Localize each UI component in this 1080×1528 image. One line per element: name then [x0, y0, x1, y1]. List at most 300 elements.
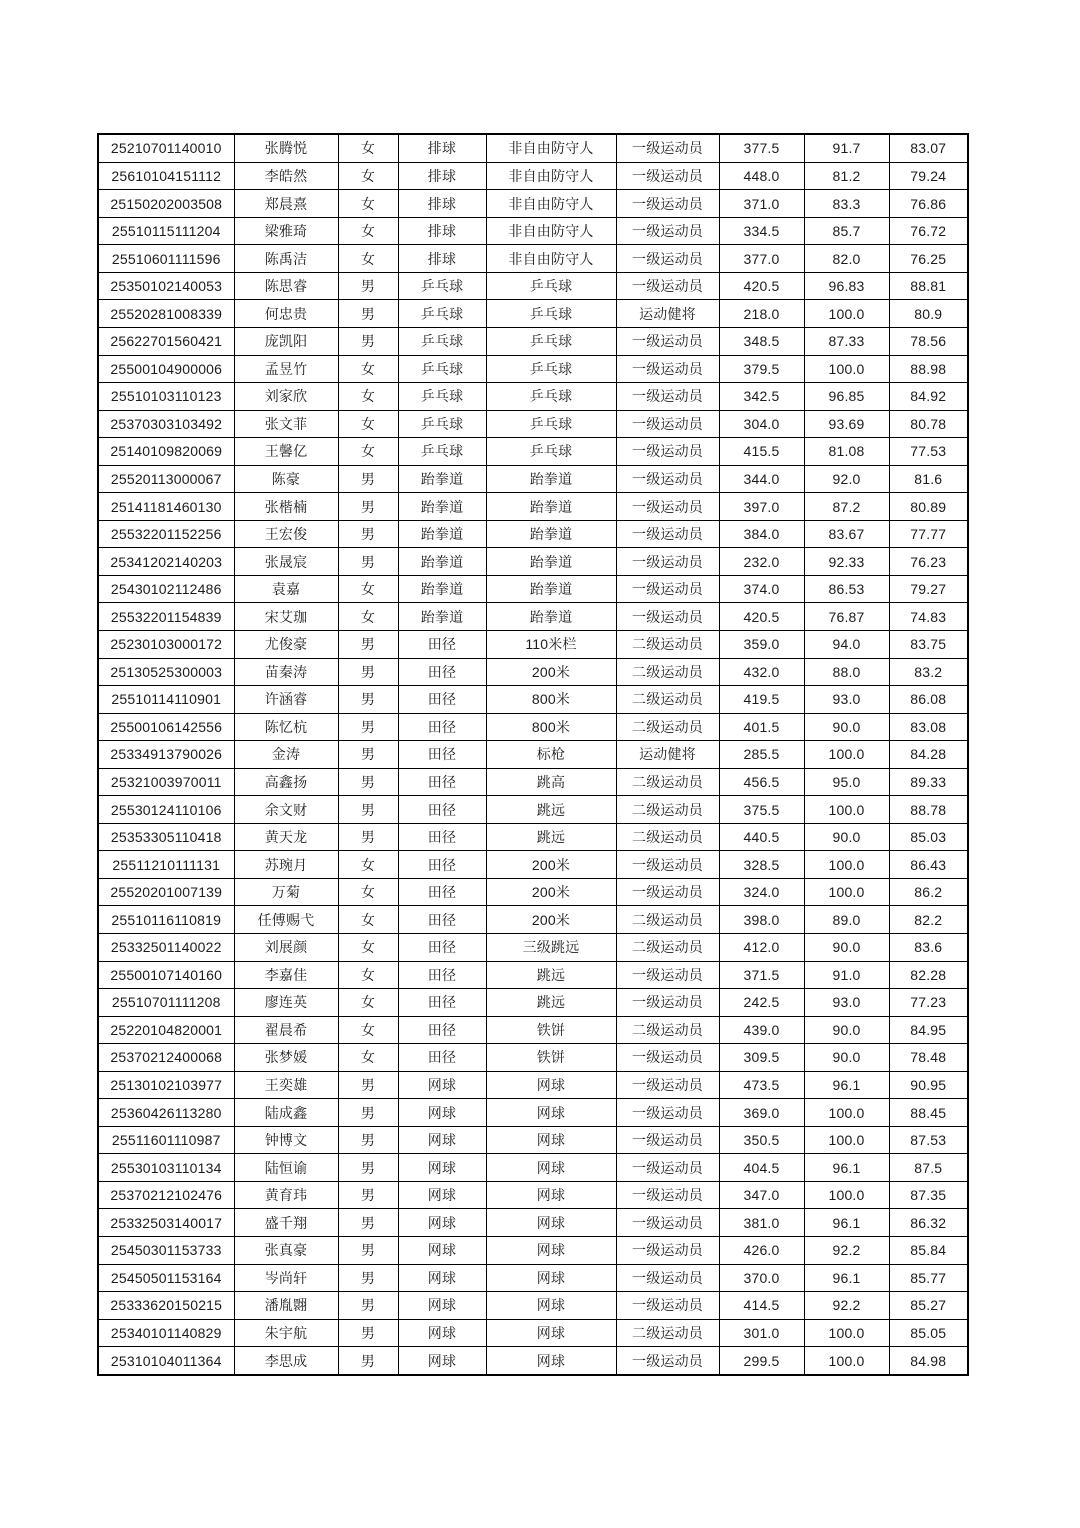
cell-final-score: 84.98	[889, 1347, 968, 1375]
table-row	[98, 355, 968, 383]
cell-sport: 排球	[398, 245, 486, 273]
cell-gender: 女	[338, 851, 398, 879]
cell-name: 陆恒谕	[234, 1154, 338, 1182]
cell-sport: 田径	[398, 658, 486, 686]
table-row	[98, 906, 968, 934]
cell-event: 跆拳道	[486, 575, 616, 603]
cell-candidate-id: 25341202140203	[98, 548, 234, 576]
cell-athlete-level: 一级运动员	[616, 272, 719, 300]
cell-athlete-level: 二级运动员	[616, 1016, 719, 1044]
cell-sport: 网球	[398, 1292, 486, 1320]
cell-name: 刘展颜	[234, 934, 338, 962]
cell-gender: 女	[338, 410, 398, 438]
cell-score-2: 82.0	[804, 245, 889, 273]
cell-gender: 女	[338, 575, 398, 603]
table-row	[98, 300, 968, 328]
cell-candidate-id: 25370212102476	[98, 1181, 234, 1209]
cell-score-1: 440.5	[719, 823, 804, 851]
cell-athlete-level: 一级运动员	[616, 438, 719, 466]
cell-candidate-id: 25230103000172	[98, 631, 234, 659]
cell-event: 标枪	[486, 741, 616, 769]
cell-final-score: 82.28	[889, 961, 968, 989]
cell-score-2: 76.87	[804, 603, 889, 631]
cell-athlete-level: 二级运动员	[616, 686, 719, 714]
cell-sport: 网球	[398, 1181, 486, 1209]
cell-name: 李皓然	[234, 162, 338, 190]
cell-score-1: 371.0	[719, 190, 804, 218]
cell-final-score: 83.07	[889, 134, 968, 162]
cell-name: 苗秦涛	[234, 658, 338, 686]
cell-athlete-level: 二级运动员	[616, 631, 719, 659]
cell-final-score: 84.28	[889, 741, 968, 769]
cell-candidate-id: 25310104011364	[98, 1347, 234, 1375]
cell-score-1: 456.5	[719, 768, 804, 796]
cell-candidate-id: 25370212400068	[98, 1044, 234, 1072]
cell-score-2: 86.53	[804, 575, 889, 603]
cell-event: 非自由防守人	[486, 162, 616, 190]
cell-name: 尤俊豪	[234, 631, 338, 659]
table-row	[98, 438, 968, 466]
table-row	[98, 1126, 968, 1154]
cell-candidate-id: 25220104820001	[98, 1016, 234, 1044]
cell-candidate-id: 25332503140017	[98, 1209, 234, 1237]
cell-score-2: 83.67	[804, 520, 889, 548]
cell-event: 200米	[486, 851, 616, 879]
cell-event: 乒乓球	[486, 300, 616, 328]
cell-athlete-level: 运动健将	[616, 300, 719, 328]
cell-gender: 男	[338, 796, 398, 824]
cell-event: 网球	[486, 1181, 616, 1209]
cell-final-score: 87.53	[889, 1126, 968, 1154]
cell-final-score: 86.08	[889, 686, 968, 714]
cell-event: 非自由防守人	[486, 134, 616, 162]
cell-score-1: 398.0	[719, 906, 804, 934]
cell-candidate-id: 25333620150215	[98, 1292, 234, 1320]
cell-event: 网球	[486, 1237, 616, 1265]
cell-candidate-id: 25510114110901	[98, 686, 234, 714]
cell-gender: 男	[338, 631, 398, 659]
cell-score-2: 83.3	[804, 190, 889, 218]
table-row	[98, 1292, 968, 1320]
cell-score-1: 242.5	[719, 989, 804, 1017]
cell-event: 乒乓球	[486, 383, 616, 411]
cell-final-score: 86.43	[889, 851, 968, 879]
cell-final-score: 76.72	[889, 217, 968, 245]
cell-score-1: 473.5	[719, 1071, 804, 1099]
cell-candidate-id: 25520281008339	[98, 300, 234, 328]
table-row	[98, 190, 968, 218]
cell-score-1: 419.5	[719, 686, 804, 714]
cell-final-score: 74.83	[889, 603, 968, 631]
cell-candidate-id: 25430102112486	[98, 575, 234, 603]
cell-sport: 田径	[398, 741, 486, 769]
cell-name: 刘家欣	[234, 383, 338, 411]
cell-sport: 田径	[398, 878, 486, 906]
cell-athlete-level: 二级运动员	[616, 768, 719, 796]
cell-event: 跆拳道	[486, 465, 616, 493]
cell-athlete-level: 一级运动员	[616, 851, 719, 879]
cell-athlete-level: 一级运动员	[616, 162, 719, 190]
cell-candidate-id: 25450301153733	[98, 1237, 234, 1265]
cell-gender: 男	[338, 741, 398, 769]
cell-name: 庞凯阳	[234, 327, 338, 355]
cell-gender: 男	[338, 548, 398, 576]
cell-athlete-level: 二级运动员	[616, 934, 719, 962]
table-row	[98, 465, 968, 493]
cell-athlete-level: 一级运动员	[616, 1181, 719, 1209]
cell-final-score: 84.92	[889, 383, 968, 411]
cell-gender: 女	[338, 190, 398, 218]
table-row	[98, 741, 968, 769]
cell-athlete-level: 一级运动员	[616, 575, 719, 603]
cell-sport: 乒乓球	[398, 355, 486, 383]
cell-athlete-level: 二级运动员	[616, 823, 719, 851]
cell-score-1: 344.0	[719, 465, 804, 493]
cell-score-1: 404.5	[719, 1154, 804, 1182]
cell-event: 网球	[486, 1209, 616, 1237]
cell-score-1: 347.0	[719, 1181, 804, 1209]
cell-athlete-level: 运动健将	[616, 741, 719, 769]
cell-name: 翟晨希	[234, 1016, 338, 1044]
cell-score-2: 96.1	[804, 1209, 889, 1237]
cell-gender: 男	[338, 1181, 398, 1209]
cell-name: 高鑫扬	[234, 768, 338, 796]
cell-athlete-level: 二级运动员	[616, 1319, 719, 1347]
cell-score-2: 92.33	[804, 548, 889, 576]
cell-final-score: 88.81	[889, 272, 968, 300]
cell-score-1: 350.5	[719, 1126, 804, 1154]
cell-event: 跆拳道	[486, 493, 616, 521]
cell-sport: 网球	[398, 1237, 486, 1265]
cell-gender: 男	[338, 300, 398, 328]
cell-final-score: 90.95	[889, 1071, 968, 1099]
table-row	[98, 1209, 968, 1237]
cell-final-score: 86.32	[889, 1209, 968, 1237]
cell-gender: 女	[338, 355, 398, 383]
cell-score-2: 100.0	[804, 300, 889, 328]
cell-event: 三级跳远	[486, 934, 616, 962]
cell-final-score: 76.86	[889, 190, 968, 218]
cell-event: 跳远	[486, 796, 616, 824]
cell-name: 张文菲	[234, 410, 338, 438]
cell-final-score: 79.27	[889, 575, 968, 603]
table-row	[98, 878, 968, 906]
cell-event: 800米	[486, 713, 616, 741]
cell-athlete-level: 一级运动员	[616, 1292, 719, 1320]
cell-candidate-id: 25332501140022	[98, 934, 234, 962]
cell-final-score: 77.53	[889, 438, 968, 466]
cell-name: 陆成鑫	[234, 1099, 338, 1127]
cell-score-2: 90.0	[804, 934, 889, 962]
cell-gender: 男	[338, 713, 398, 741]
cell-gender: 女	[338, 878, 398, 906]
cell-final-score: 76.23	[889, 548, 968, 576]
cell-gender: 女	[338, 603, 398, 631]
cell-name: 梁雅琦	[234, 217, 338, 245]
cell-score-2: 100.0	[804, 1126, 889, 1154]
cell-score-1: 420.5	[719, 272, 804, 300]
cell-score-1: 370.0	[719, 1264, 804, 1292]
cell-name: 陈思睿	[234, 272, 338, 300]
cell-score-1: 439.0	[719, 1016, 804, 1044]
cell-score-1: 412.0	[719, 934, 804, 962]
cell-score-1: 371.5	[719, 961, 804, 989]
cell-candidate-id: 25141181460130	[98, 493, 234, 521]
cell-name: 盛千翔	[234, 1209, 338, 1237]
cell-sport: 乒乓球	[398, 272, 486, 300]
cell-sport: 跆拳道	[398, 520, 486, 548]
cell-athlete-level: 二级运动员	[616, 713, 719, 741]
table-row	[98, 245, 968, 273]
cell-name: 何忠贵	[234, 300, 338, 328]
cell-candidate-id: 25370303103492	[98, 410, 234, 438]
cell-score-2: 89.0	[804, 906, 889, 934]
cell-sport: 田径	[398, 1016, 486, 1044]
cell-score-2: 96.85	[804, 383, 889, 411]
cell-gender: 女	[338, 906, 398, 934]
cell-gender: 女	[338, 383, 398, 411]
cell-score-2: 85.7	[804, 217, 889, 245]
cell-event: 网球	[486, 1292, 616, 1320]
cell-score-1: 359.0	[719, 631, 804, 659]
cell-event: 网球	[486, 1126, 616, 1154]
cell-final-score: 87.5	[889, 1154, 968, 1182]
table-row	[98, 1347, 968, 1375]
table-row	[98, 934, 968, 962]
cell-sport: 田径	[398, 796, 486, 824]
cell-gender: 女	[338, 1016, 398, 1044]
cell-event: 网球	[486, 1071, 616, 1099]
cell-candidate-id: 25510115111204	[98, 217, 234, 245]
cell-name: 王馨亿	[234, 438, 338, 466]
cell-name: 朱宇航	[234, 1319, 338, 1347]
cell-candidate-id: 25353305110418	[98, 823, 234, 851]
cell-candidate-id: 25530103110134	[98, 1154, 234, 1182]
cell-sport: 田径	[398, 934, 486, 962]
cell-gender: 女	[338, 1044, 398, 1072]
table-row	[98, 410, 968, 438]
table-row	[98, 575, 968, 603]
cell-final-score: 86.2	[889, 878, 968, 906]
cell-score-2: 90.0	[804, 823, 889, 851]
cell-event: 跳远	[486, 823, 616, 851]
cell-gender: 男	[338, 1264, 398, 1292]
cell-score-2: 91.7	[804, 134, 889, 162]
table-row	[98, 1154, 968, 1182]
cell-gender: 女	[338, 438, 398, 466]
cell-name: 李嘉佳	[234, 961, 338, 989]
cell-athlete-level: 一级运动员	[616, 1237, 719, 1265]
cell-athlete-level: 一级运动员	[616, 1071, 719, 1099]
cell-candidate-id: 25350102140053	[98, 272, 234, 300]
table-row	[98, 1264, 968, 1292]
cell-score-2: 100.0	[804, 878, 889, 906]
cell-name: 郑晨熹	[234, 190, 338, 218]
cell-name: 陈豪	[234, 465, 338, 493]
cell-name: 张晟宸	[234, 548, 338, 576]
cell-athlete-level: 一级运动员	[616, 1126, 719, 1154]
cell-event: 110米栏	[486, 631, 616, 659]
cell-sport: 田径	[398, 713, 486, 741]
cell-event: 网球	[486, 1347, 616, 1375]
cell-sport: 跆拳道	[398, 603, 486, 631]
cell-score-2: 100.0	[804, 1319, 889, 1347]
cell-gender: 女	[338, 245, 398, 273]
cell-final-score: 89.33	[889, 768, 968, 796]
cell-name: 张梦媛	[234, 1044, 338, 1072]
table-row	[98, 162, 968, 190]
cell-athlete-level: 一级运动员	[616, 520, 719, 548]
cell-event: 非自由防守人	[486, 245, 616, 273]
cell-gender: 男	[338, 1209, 398, 1237]
cell-sport: 排球	[398, 217, 486, 245]
table-row	[98, 1237, 968, 1265]
cell-sport: 田径	[398, 1044, 486, 1072]
cell-sport: 网球	[398, 1071, 486, 1099]
cell-sport: 田径	[398, 906, 486, 934]
cell-sport: 排球	[398, 190, 486, 218]
table-row	[98, 713, 968, 741]
cell-event: 网球	[486, 1264, 616, 1292]
cell-name: 陈禹洁	[234, 245, 338, 273]
cell-score-1: 328.5	[719, 851, 804, 879]
cell-score-2: 94.0	[804, 631, 889, 659]
cell-final-score: 83.6	[889, 934, 968, 962]
cell-gender: 男	[338, 1292, 398, 1320]
cell-score-2: 100.0	[804, 1099, 889, 1127]
results-table-body	[98, 134, 968, 1375]
cell-event: 铁饼	[486, 1044, 616, 1072]
cell-score-1: 301.0	[719, 1319, 804, 1347]
cell-event: 非自由防守人	[486, 217, 616, 245]
cell-score-1: 375.5	[719, 796, 804, 824]
cell-name: 岑尚轩	[234, 1264, 338, 1292]
cell-event: 跳高	[486, 768, 616, 796]
cell-score-2: 92.2	[804, 1292, 889, 1320]
cell-event: 乒乓球	[486, 438, 616, 466]
table-row	[98, 686, 968, 714]
cell-sport: 乒乓球	[398, 438, 486, 466]
table-row	[98, 631, 968, 659]
cell-event: 跳远	[486, 989, 616, 1017]
cell-final-score: 82.2	[889, 906, 968, 934]
cell-event: 乒乓球	[486, 410, 616, 438]
cell-name: 李思成	[234, 1347, 338, 1375]
results-table	[97, 133, 969, 1376]
cell-final-score: 88.78	[889, 796, 968, 824]
cell-event: 跆拳道	[486, 603, 616, 631]
cell-final-score: 85.03	[889, 823, 968, 851]
cell-sport: 网球	[398, 1264, 486, 1292]
cell-candidate-id: 25500106142556	[98, 713, 234, 741]
cell-name: 金涛	[234, 741, 338, 769]
cell-athlete-level: 一级运动员	[616, 465, 719, 493]
cell-sport: 乒乓球	[398, 410, 486, 438]
cell-candidate-id: 25520113000067	[98, 465, 234, 493]
cell-score-2: 100.0	[804, 851, 889, 879]
cell-final-score: 83.75	[889, 631, 968, 659]
cell-name: 万菊	[234, 878, 338, 906]
cell-final-score: 81.6	[889, 465, 968, 493]
cell-athlete-level: 一级运动员	[616, 1154, 719, 1182]
cell-event: 200米	[486, 906, 616, 934]
cell-candidate-id: 25360426113280	[98, 1099, 234, 1127]
cell-final-score: 88.98	[889, 355, 968, 383]
cell-candidate-id: 25520201007139	[98, 878, 234, 906]
cell-score-1: 432.0	[719, 658, 804, 686]
cell-score-1: 448.0	[719, 162, 804, 190]
cell-candidate-id: 25450501153164	[98, 1264, 234, 1292]
cell-athlete-level: 二级运动员	[616, 658, 719, 686]
table-row	[98, 768, 968, 796]
cell-score-2: 100.0	[804, 1181, 889, 1209]
table-row	[98, 989, 968, 1017]
cell-gender: 男	[338, 272, 398, 300]
cell-final-score: 85.77	[889, 1264, 968, 1292]
cell-gender: 男	[338, 327, 398, 355]
cell-final-score: 85.84	[889, 1237, 968, 1265]
cell-name: 张楷楠	[234, 493, 338, 521]
cell-athlete-level: 二级运动员	[616, 796, 719, 824]
cell-score-2: 93.0	[804, 686, 889, 714]
cell-score-1: 369.0	[719, 1099, 804, 1127]
cell-sport: 乒乓球	[398, 300, 486, 328]
cell-final-score: 80.9	[889, 300, 968, 328]
cell-score-2: 90.0	[804, 713, 889, 741]
cell-sport: 乒乓球	[398, 383, 486, 411]
cell-sport: 田径	[398, 631, 486, 659]
cell-score-2: 81.08	[804, 438, 889, 466]
cell-event: 非自由防守人	[486, 190, 616, 218]
cell-score-1: 401.5	[719, 713, 804, 741]
cell-final-score: 76.25	[889, 245, 968, 273]
cell-event: 网球	[486, 1319, 616, 1347]
cell-name: 张腾悦	[234, 134, 338, 162]
cell-candidate-id: 25610104151112	[98, 162, 234, 190]
cell-gender: 男	[338, 1099, 398, 1127]
cell-candidate-id: 25150202003508	[98, 190, 234, 218]
cell-candidate-id: 25130102103977	[98, 1071, 234, 1099]
cell-candidate-id: 25532201152256	[98, 520, 234, 548]
cell-final-score: 77.77	[889, 520, 968, 548]
cell-sport: 网球	[398, 1319, 486, 1347]
cell-gender: 女	[338, 934, 398, 962]
cell-name: 任傅赐弋	[234, 906, 338, 934]
cell-name: 袁嘉	[234, 575, 338, 603]
cell-final-score: 84.95	[889, 1016, 968, 1044]
cell-gender: 女	[338, 989, 398, 1017]
cell-event: 200米	[486, 878, 616, 906]
cell-event: 跆拳道	[486, 520, 616, 548]
cell-sport: 网球	[398, 1154, 486, 1182]
cell-score-1: 414.5	[719, 1292, 804, 1320]
cell-score-1: 420.5	[719, 603, 804, 631]
table-row	[98, 1099, 968, 1127]
cell-athlete-level: 一级运动员	[616, 190, 719, 218]
cell-candidate-id: 25500107140160	[98, 961, 234, 989]
cell-score-1: 299.5	[719, 1347, 804, 1375]
cell-name: 黄育玮	[234, 1181, 338, 1209]
cell-score-2: 100.0	[804, 796, 889, 824]
cell-score-1: 374.0	[719, 575, 804, 603]
cell-name: 许涵睿	[234, 686, 338, 714]
cell-sport: 排球	[398, 162, 486, 190]
cell-score-2: 95.0	[804, 768, 889, 796]
cell-score-1: 218.0	[719, 300, 804, 328]
cell-score-1: 377.5	[719, 134, 804, 162]
cell-score-2: 96.1	[804, 1071, 889, 1099]
cell-name: 陈忆杭	[234, 713, 338, 741]
